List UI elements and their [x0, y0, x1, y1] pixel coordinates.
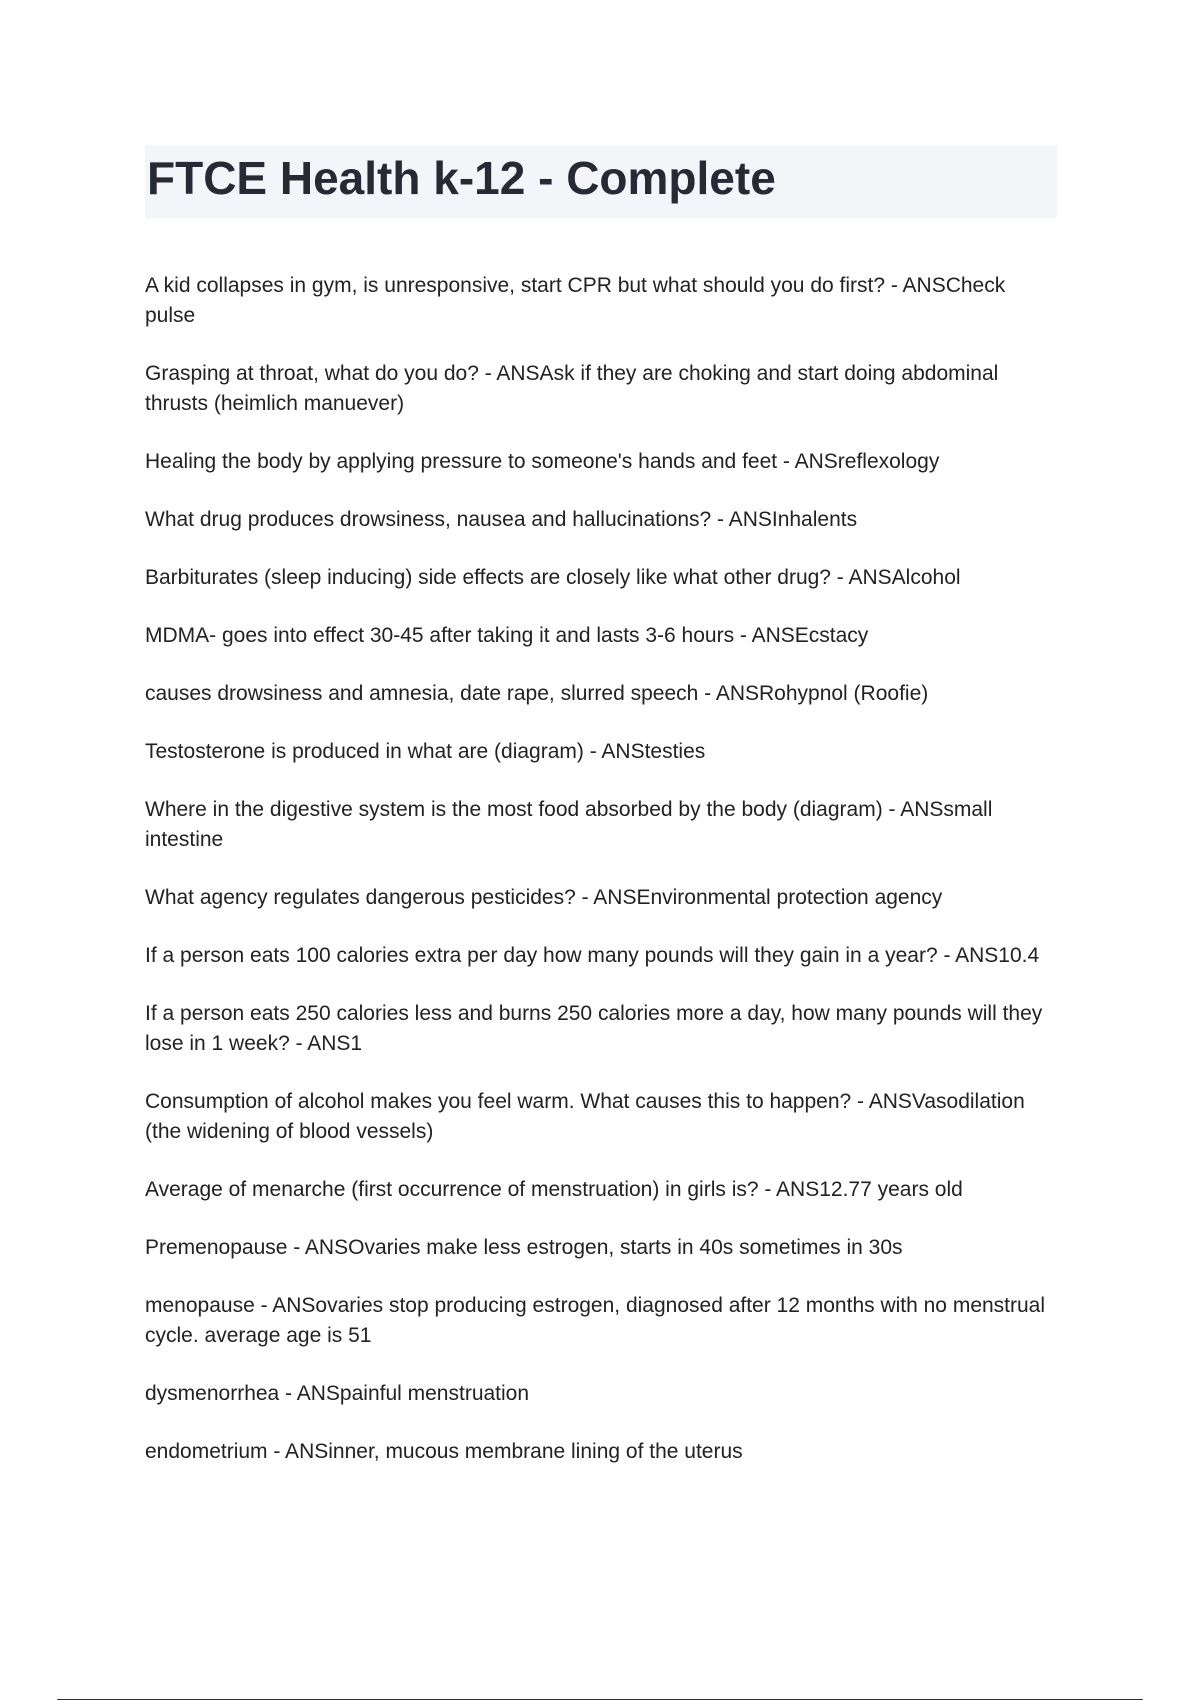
qa-list	[145, 271, 1060, 1495]
list-item: causes drowsiness and amnesia, date rape, slurred speech - ANSRohypnol (Roofie)	[145, 682, 929, 705]
list-item: A kid collapses in gym, is unresponsive, start CPR but what should you do first? - ANSCheck pulse	[145, 274, 1006, 327]
list-item: What agency regulates dangerous pesticides? - ANSEnvironmental protection agency	[145, 886, 943, 909]
list-item: Premenopause - ANSOvaries make less estrogen, starts in 40s sometimes in 30s	[145, 1236, 903, 1259]
list-item: Healing the body by applying pressure to someone's hands and feet - ANSreflexology	[145, 450, 940, 473]
list-item: If a person eats 250 calories less and burns 250 calories more a day, how many pounds will they lose in 1 week? - ANS1	[145, 1002, 1043, 1055]
list-item: dysmenorrhea - ANSpainful menstruation	[145, 1382, 530, 1405]
title-banner	[145, 145, 1057, 218]
list-item: What drug produces drowsiness, nausea and hallucinations? - ANSInhalents	[145, 508, 858, 531]
list-item: Where in the digestive system is the most food absorbed by the body (diagram) - ANSsmall intestine	[145, 798, 993, 851]
list-item: If a person eats 100 calories extra per day how many pounds will they gain in a year? - ANS10.4	[145, 944, 1040, 967]
page-title: FTCE Health k-12 - Complete	[147, 152, 776, 204]
list-item: endometrium - ANSinner, mucous membrane lining of the uterus	[145, 1440, 743, 1463]
list-item: Barbiturates (sleep inducing) side effects are closely like what other drug? - ANSAlcohol	[145, 566, 961, 589]
list-item: Consumption of alcohol makes you feel warm. What causes this to happen? - ANSVasodilation (the widening of blood vessels)	[145, 1090, 1025, 1143]
list-item: Average of menarche (first occurrence of menstruation) in girls is? - ANS12.77 years old	[145, 1178, 963, 1201]
list-item: MDMA- goes into effect 30-45 after taking it and lasts 3-6 hours - ANSEcstacy	[145, 624, 869, 647]
list-item: Testosterone is produced in what are (diagram) - ANStesties	[145, 740, 706, 763]
list-item: Grasping at throat, what do you do? - ANSAsk if they are choking and start doing abdominal thrusts (heimlich manuever)	[145, 362, 999, 415]
list-item: menopause - ANSovaries stop producing estrogen, diagnosed after 12 months with no menstrual cycle. average age is 51	[145, 1294, 1046, 1347]
